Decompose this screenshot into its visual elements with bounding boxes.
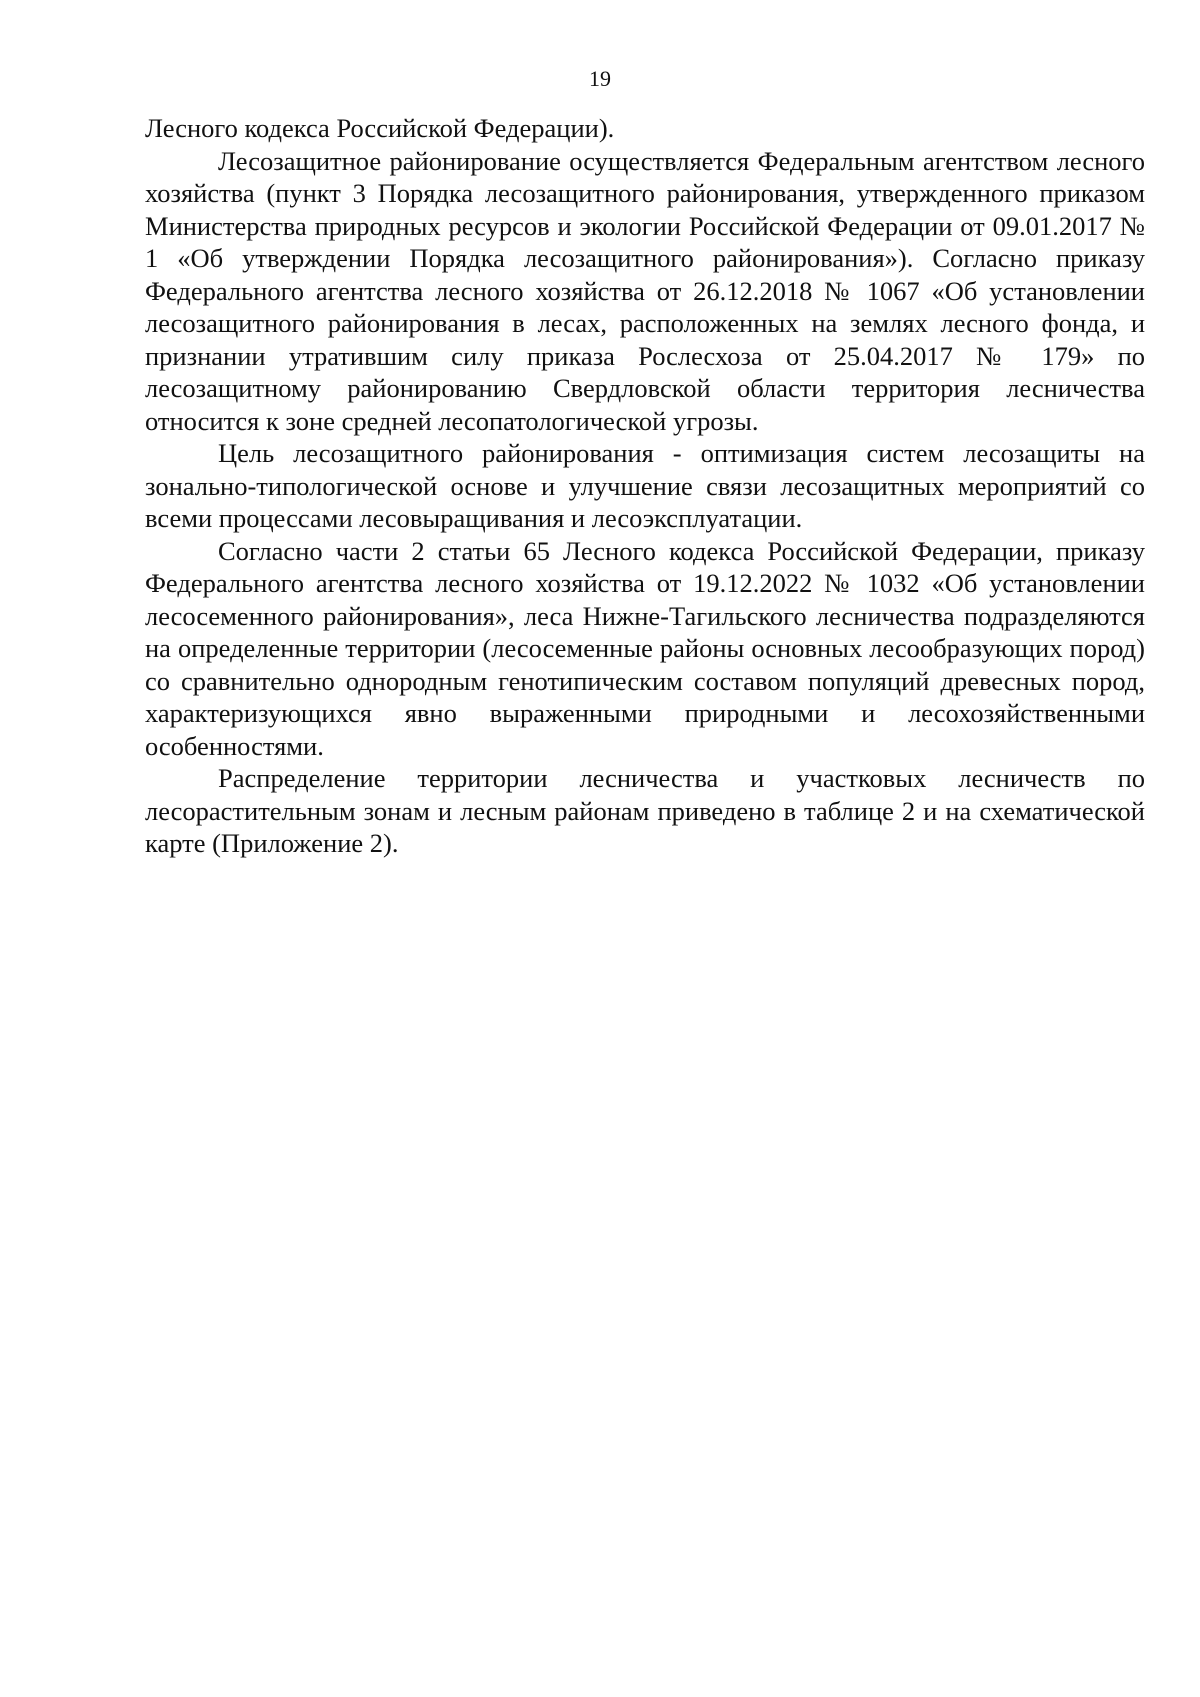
- paragraph-territory-distribution: Распределение территории лесничества и участковых лесничеств по лесорастительным зонам и лесным районам приведено в таблице 2 и на схематической карте (Приложение 2).: [145, 763, 1145, 858]
- document-body: [145, 112, 1145, 860]
- paragraph-seed-zoning: Согласно части 2 статьи 65 Лесного кодекса Российской Федерации, приказу Федерального агентства лесного хозяйства от 19.12.2022 № 1032 «Об установлении лесосеменного районирования», леса Нижне-Тагильского лесничества подразделяются на определенные территории (лесосеменные районы основных лесообразующих пород) со сравнительно однородным генотипическим составом популяций древесных пород, характеризующихся явно выраженными природными и лесохозяйственными особенностями.: [145, 535, 1145, 761]
- paragraph-continuation: Лесного кодекса Российской Федерации).: [145, 113, 615, 143]
- page-number: 19: [589, 66, 611, 91]
- paragraph-zoning-goal: Цель лесозащитного районирования - оптимизация систем лесозащиты на зонально-типологической основе и улучшение связи лесозащитных мероприятий со всеми процессами лесовыращивания и лесоэксплуатации.: [145, 438, 1145, 533]
- paragraph-forest-protection-zoning: Лесозащитное районирование осуществляется Федеральным агентством лесного хозяйства (пункт 3 Порядка лесозащитного районирования, утвержденного приказом Министерства природных ресурсов и экологии Российской Федерации от 09.01.2017 № 1 «Об утверждении Порядка лесозащитного районирования»). Согласно приказу Федерального агентства лесного хозяйства от 26.12.2018 № 1067 «Об установлении лесозащитного районирования в лесах, расположенных на землях лесного фонда, и признании утратившим силу приказа Рослесхоза от 25.04.2017 № 179» по лесозащитному районированию Свердловской области территория лесничества относится к зоне средней лесопатологической угрозы.: [145, 145, 1145, 436]
